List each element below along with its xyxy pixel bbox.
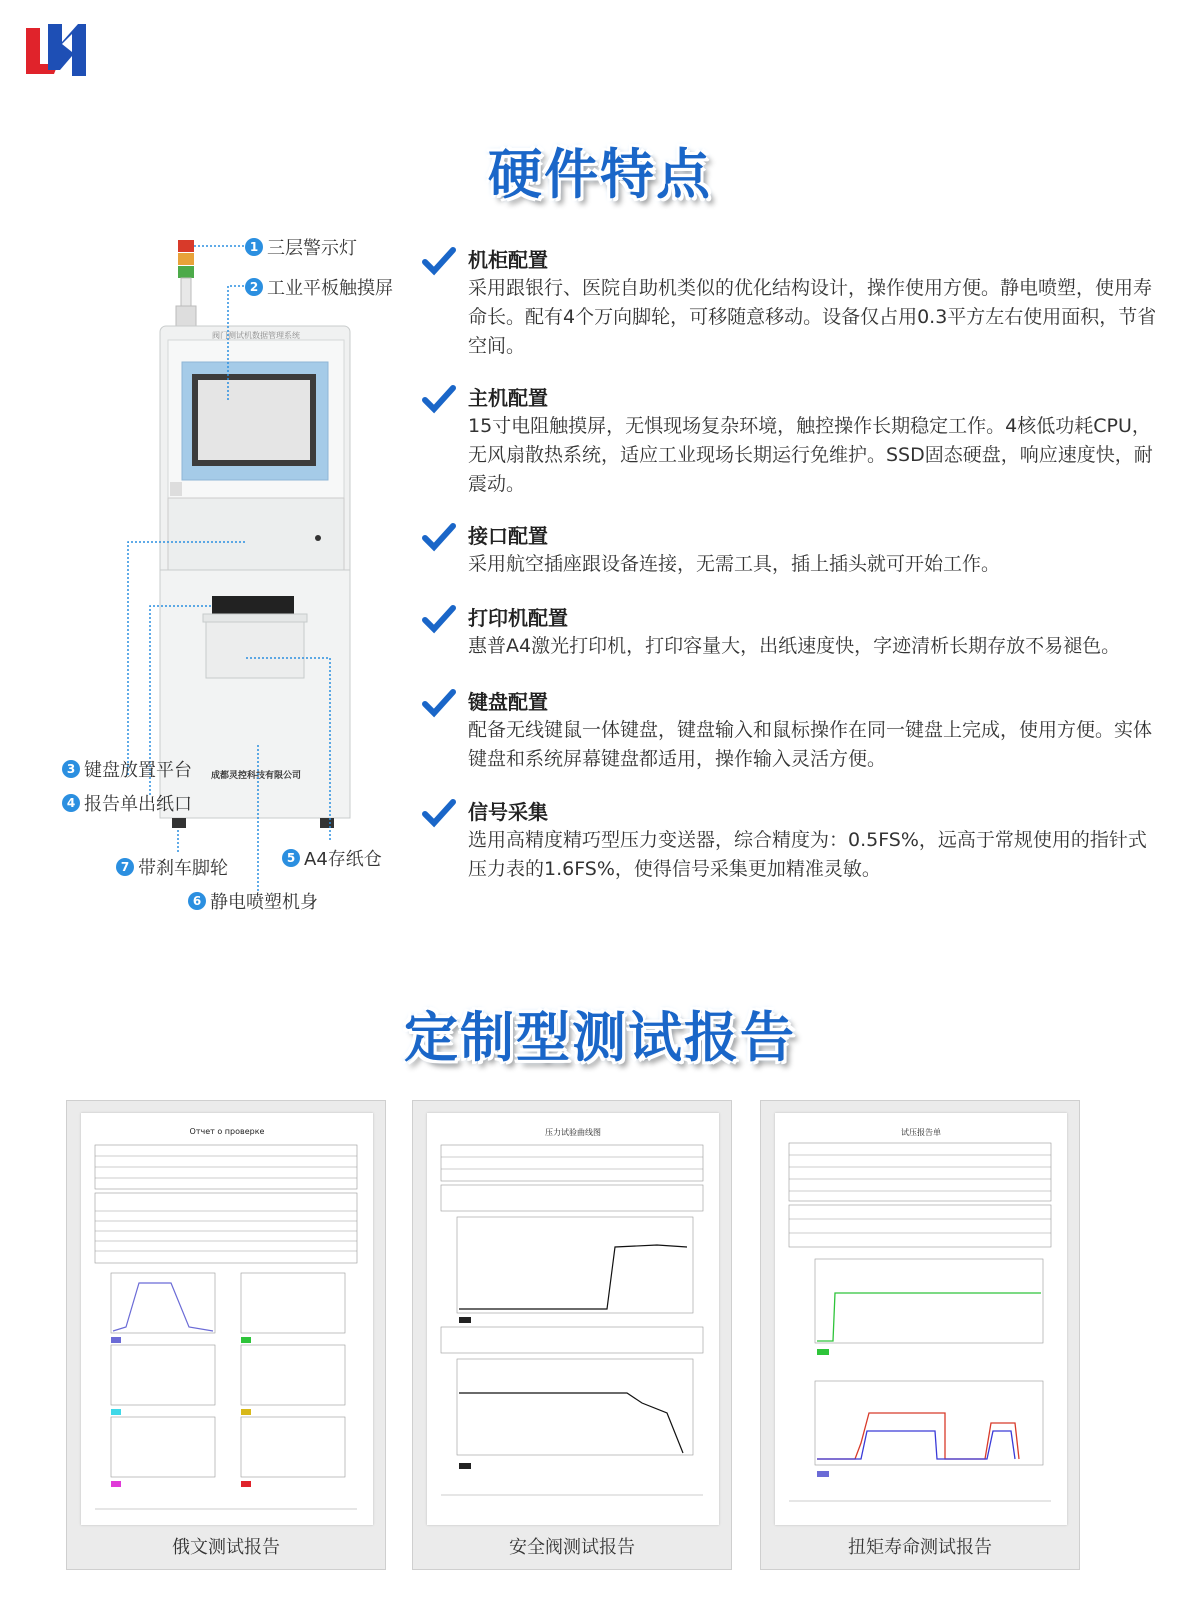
feature-desc: 配备无线键鼠一体键盘，键盘输入和鼠标操作在同一键盘上完成，使用方便。实体键盘和系统屏幕键盘都适用，操作输入灵活方便。 [468, 719, 1153, 770]
feature-title: 接口配置 [468, 524, 548, 548]
report-thumbnail-graphic [427, 1113, 719, 1525]
checkmark-icon [422, 688, 456, 718]
report-thumbnail-graphic [775, 1113, 1067, 1525]
kiosk-illustration [0, 230, 420, 950]
callout-number: 3 [62, 760, 80, 778]
feature-desc: 采用航空插座跟设备连接，无需工具，插上插头就可开始工作。 [468, 553, 1001, 575]
report-caption: 俄文测试报告 [172, 1537, 280, 1558]
feature-printer [422, 604, 1162, 661]
report-card-torque-life [760, 1100, 1080, 1570]
checkmark-icon [422, 522, 456, 552]
callout-number: 1 [245, 238, 263, 256]
feature-host [422, 384, 1162, 499]
callout-number: 6 [188, 892, 206, 910]
report-heading: 试压报告单 [901, 1128, 941, 1137]
report-thumbnail [775, 1113, 1067, 1525]
callout-paper-tray [282, 845, 382, 871]
checkmark-icon [422, 246, 456, 276]
callout-label: 三层警示灯 [267, 238, 357, 259]
callout-warning-light [245, 234, 357, 260]
company-logo [24, 22, 88, 78]
feature-desc: 惠普A4激光打印机，打印容量大，出纸速度快，字迹清析长期存放不易褪色。 [468, 635, 1121, 657]
feature-cabinet [422, 246, 1162, 361]
feature-title: 机柜配置 [468, 248, 548, 272]
feature-title: 打印机配置 [468, 606, 568, 630]
callout-number: 2 [245, 278, 263, 296]
checkmark-icon [422, 604, 456, 634]
report-heading: 压力试验曲线图 [545, 1128, 601, 1137]
feature-interface [422, 522, 1162, 579]
callout-body [188, 888, 318, 914]
kiosk-brand: 成都灵控科技有限公司 [210, 771, 302, 781]
callout-label: 静电喷塑机身 [210, 892, 318, 913]
callout-touchscreen [245, 274, 393, 300]
callout-casters [116, 854, 228, 880]
callout-label: 带刹车脚轮 [138, 858, 228, 879]
feature-title: 主机配置 [468, 386, 548, 410]
callout-label: 键盘放置平台 [84, 760, 192, 781]
callout-number: 5 [282, 849, 300, 867]
kiosk-screen-header: 阀门测试机数据管理系统 [212, 331, 300, 340]
feature-title: 信号采集 [468, 800, 548, 824]
report-thumbnail-graphic [81, 1113, 373, 1525]
callout-number: 7 [116, 858, 134, 876]
feature-title: 键盘配置 [468, 690, 548, 714]
report-heading: Отчет о проверке [189, 1127, 265, 1136]
feature-desc: 采用跟银行、医院自助机类似的优化结构设计，操作使用方便。静电喷塑，使用寿命长。配有4个万向脚轮，可移随意移动。设备仅占用0.3平方左右使用面积，节省空间。 [468, 277, 1157, 357]
report-caption: 扭矩寿命测试报告 [848, 1537, 992, 1558]
callout-paper-outlet [62, 790, 192, 816]
feature-keyboard [422, 688, 1162, 774]
hardware-section-title: 硬件特点 [488, 143, 712, 206]
report-thumbnail [427, 1113, 719, 1525]
callout-label: 报告单出纸口 [84, 794, 192, 815]
callout-label: A4存纸仓 [304, 849, 382, 870]
report-caption: 安全阀测试报告 [509, 1537, 635, 1558]
feature-signal [422, 798, 1162, 884]
feature-desc: 15寸电阻触摸屏，无惧现场复杂环境，触控操作长期稳定工作。4核低功耗CPU，无风扇散热系统，适应工业现场长期运行免维护。SSD固态硬盘，响应速度快，耐震动。 [468, 415, 1153, 495]
report-thumbnail [81, 1113, 373, 1525]
checkmark-icon [422, 798, 456, 828]
reports-section-title: 定制型测试报告 [404, 1006, 796, 1069]
report-card-russian [66, 1100, 386, 1570]
checkmark-icon [422, 384, 456, 414]
callout-label: 工业平板触摸屏 [267, 278, 393, 299]
report-card-safety-valve [412, 1100, 732, 1570]
callout-number: 4 [62, 794, 80, 812]
feature-desc: 选用高精度精巧型压力变送器，综合精度为：0.5FS%，远高于常规使用的指针式压力表的1.6FS%，使得信号采集更加精准灵敏。 [468, 829, 1147, 880]
callout-keyboard-shelf [62, 756, 192, 782]
